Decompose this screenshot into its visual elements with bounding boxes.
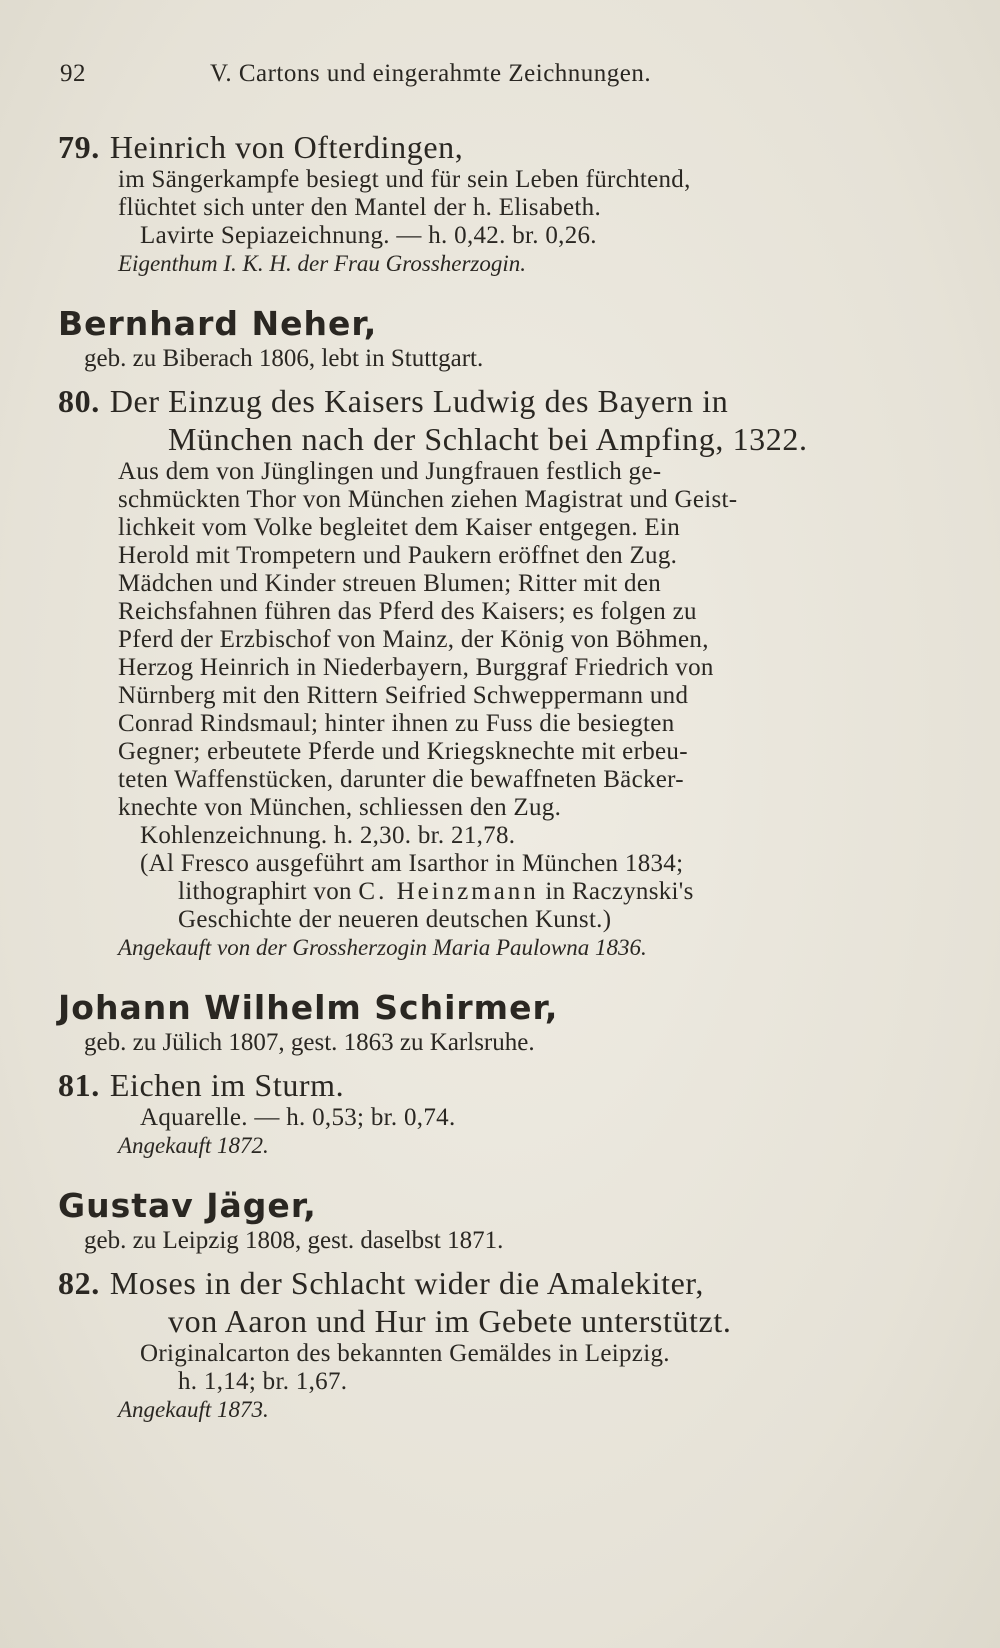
entry-description-line: Nürnberg mit den Rittern Seifried Schweppermann und <box>118 682 689 709</box>
note-text: in Raczynski's <box>538 878 694 905</box>
entry-description-line: teten Waffenstücken, darunter die bewaffneten Bäcker- <box>118 766 684 793</box>
entry-description-line: Aus dem von Jünglingen und Jungfrauen festlich ge- <box>118 458 662 485</box>
artist-name: Bernhard Neher, <box>58 304 378 343</box>
entry-technique: Lavirte Sepiazeichnung. — h. 0,42. br. 0,26. <box>140 222 597 249</box>
entry-description-line: Herzog Heinrich in Niederbayern, Burggraf Friedrich von <box>118 654 714 681</box>
page-content <box>58 128 908 1424</box>
note-text: lithographirt von <box>178 878 359 905</box>
entry-title <box>58 382 908 420</box>
entry-description-line: schmückten Thor von München ziehen Magistrat und Geist- <box>118 486 738 513</box>
running-title: V. Cartons und eingerahmte Zeichnungen. <box>210 60 652 87</box>
entry-title-continuation: von Aaron und Hur im Gebete unterstützt. <box>168 1303 732 1339</box>
page-number: 92 <box>60 60 86 87</box>
entry-description-line: im Sängerkampfe besiegt und für sein Leben fürchtend, <box>118 166 691 193</box>
artist-life-dates: geb. zu Jülich 1807, gest. 1863 zu Karlsruhe. <box>84 1029 535 1056</box>
entry-provenance: Angekauft 1873. <box>118 1397 269 1422</box>
artist-name: Johann Wilhelm Schirmer, <box>58 988 559 1027</box>
catalogue-entry-81 <box>58 1066 908 1160</box>
entry-provenance: Angekauft 1872. <box>118 1133 269 1158</box>
entry-description-line: lichkeit vom Volke begleitet dem Kaiser entgegen. Ein <box>118 514 681 541</box>
entry-description-line: Reichsfahnen führen das Pferd des Kaisers; es folgen zu <box>118 598 697 625</box>
entry-technique: Kohlenzeichnung. h. 2,30. br. 21,78. <box>140 822 516 849</box>
entry-provenance: Eigenthum I. K. H. der Frau Grossherzogin. <box>118 251 527 276</box>
entry-title-text: Moses in der Schlacht wider die Amalekiter, <box>109 1265 704 1301</box>
entry-number: 82. <box>58 1265 100 1301</box>
lithographer-name: C. Heinzmann <box>358 878 539 905</box>
entry-note-line: (Al Fresco ausgeführt am Isarthor in München 1834; <box>140 850 684 877</box>
entry-technique: h. 1,14; br. 1,67. <box>178 1368 348 1395</box>
entry-title <box>58 128 908 166</box>
entry-description-line: knechte von München, schliessen den Zug. <box>118 794 562 821</box>
entry-title-text: Der Einzug des Kaisers Ludwig des Bayern in <box>109 383 729 419</box>
entry-number: 81. <box>58 1067 100 1103</box>
entry-note-line <box>58 878 908 906</box>
entry-number: 80. <box>58 383 100 419</box>
artist-name: Gustav Jäger, <box>58 1186 317 1225</box>
entry-note-line: Geschichte der neueren deutschen Kunst.) <box>178 906 612 933</box>
entry-title-text: Eichen im Sturm. <box>109 1067 345 1103</box>
artist-life-dates: geb. zu Leipzig 1808, gest. daselbst 1871. <box>84 1227 504 1254</box>
catalogue-entry-79 <box>58 128 908 278</box>
entry-description-line: flüchtet sich unter den Mantel der h. Elisabeth. <box>118 194 602 221</box>
entry-description-line: Herold mit Trompetern und Paukern eröffnet den Zug. <box>118 542 678 569</box>
entry-title <box>58 1264 908 1302</box>
entry-description-line: Pferd der Erzbischof von Mainz, der König von Böhmen, <box>118 626 709 653</box>
entry-description-line: Conrad Rindsmaul; hinter ihnen zu Fuss die besiegten <box>118 710 675 737</box>
entry-technique: Aquarelle. — h. 0,53; br. 0,74. <box>140 1104 456 1131</box>
entry-title-continuation: München nach der Schlacht bei Ampfing, 1322. <box>168 421 808 457</box>
entry-provenance: Angekauft von der Grossherzogin Maria Paulowna 1836. <box>118 935 647 960</box>
catalogue-entry-82 <box>58 1264 908 1424</box>
catalogue-entry-80 <box>58 382 908 962</box>
entry-title <box>58 1066 908 1104</box>
artist-life-dates: geb. zu Biberach 1806, lebt in Stuttgart. <box>84 345 484 372</box>
entry-number: 79. <box>58 129 100 165</box>
entry-description-line: Gegner; erbeutete Pferde und Kriegsknechte mit erbeu- <box>118 738 688 765</box>
entry-description-line: Mädchen und Kinder streuen Blumen; Ritter mit den <box>118 570 662 597</box>
entry-title-text: Heinrich von Ofterdingen, <box>109 129 464 165</box>
entry-description-line: Originalcarton des bekannten Gemäldes in Leipzig. <box>140 1340 670 1367</box>
